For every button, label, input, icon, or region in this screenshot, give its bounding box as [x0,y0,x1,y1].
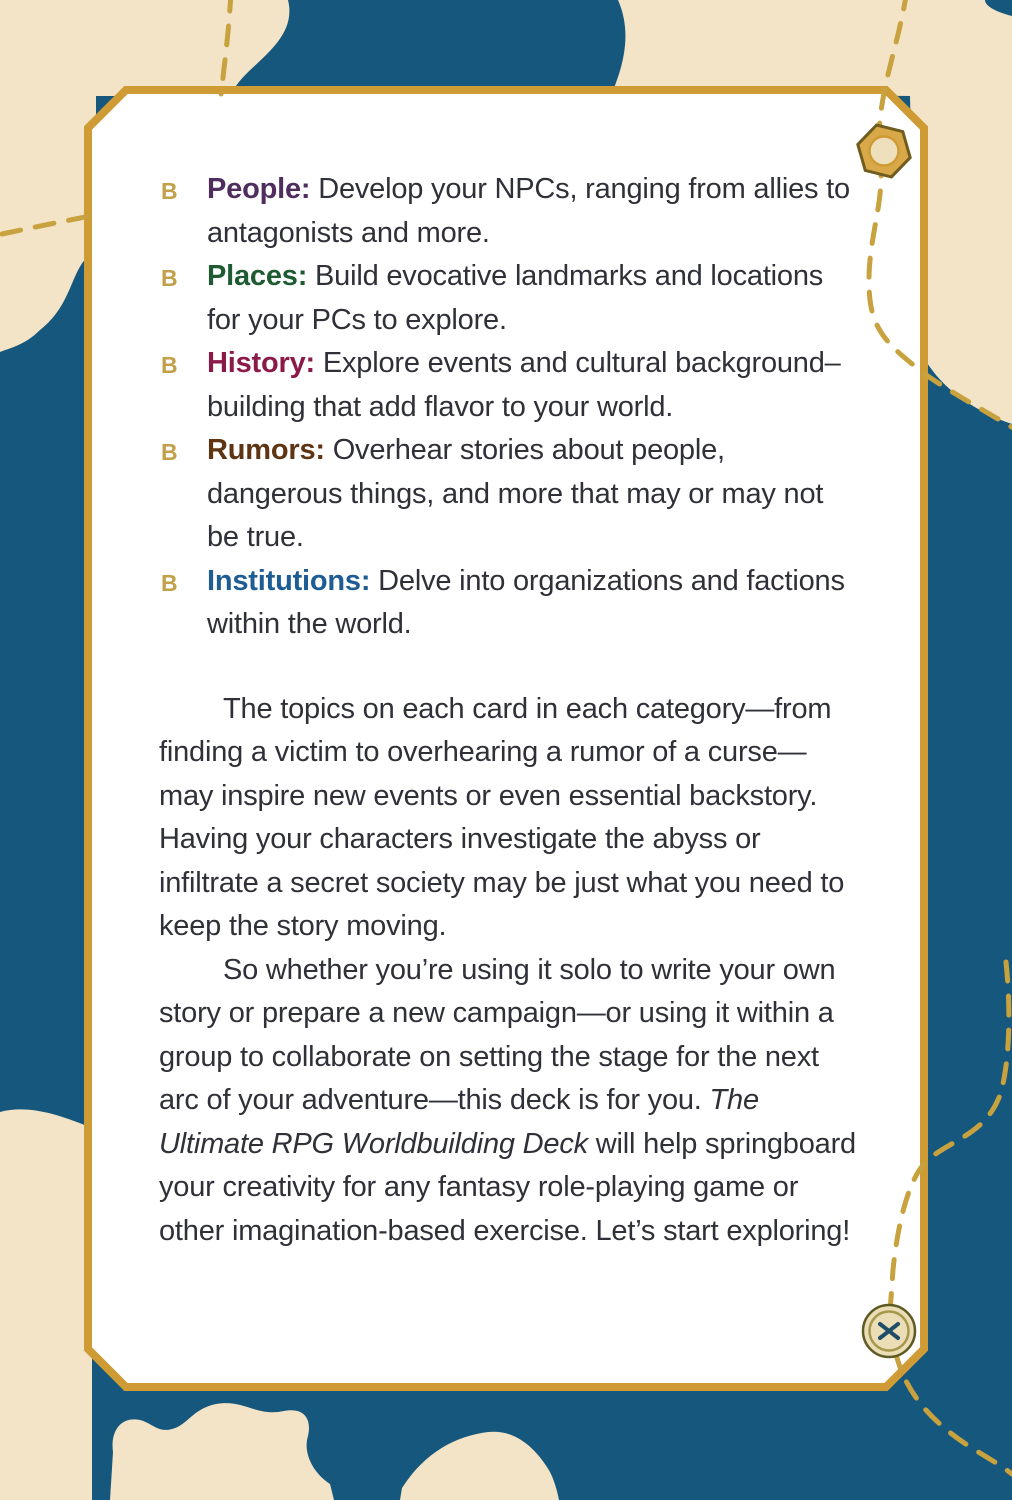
body-paragraph [159,688,859,949]
paragraph-text: The topics on each card in each category—from finding a victim to overhearing a rumor of a curse—may inspire new events or even essential backstory. Having your characters investigate the abyss or infiltrate a secret society may be just what you need to keep the story moving. [159,692,845,942]
paragraph-text: So whether you’re using it solo to write your own story or prepare a new campaign—or using it within a group to collaborate on setting the stage for the next arc of your adventure—this deck is for you. [159,953,836,1116]
category-term: Institutions: [207,564,371,597]
dice-bullet-icon: B [161,178,178,204]
dice-bullet-icon: B [161,439,178,465]
category-term: Rumors: [207,434,325,466]
dice-bullet-icon: B [161,265,178,291]
category-term: History: [207,347,315,379]
category-list-item [159,342,859,429]
category-list-item [159,429,859,560]
landmass-shape [0,1109,92,1500]
category-list-item [159,168,859,255]
category-description: Overhear stories about people, dangerous things, and more that may or may not be true. [207,434,824,553]
paragraph-text: will help springboard your creativity for any fantasy role-playing game or other imagination-based exercise. Let’s start exploring! [159,1127,856,1247]
category-description: Build evocative landmarks and locations for your PCs to explore. [207,260,824,336]
category-list-item [159,255,859,342]
stitched-button-icon [863,1305,915,1357]
category-description: Delve into organizations and factions within the world. [207,564,845,640]
card-text-column [159,168,859,1253]
dice-bullet-icon: B [161,352,178,378]
category-description: Explore events and cultural background–building that add flavor to your world. [207,347,841,423]
category-term: Places: [207,260,308,292]
dice-bullet-icon: B [161,569,178,596]
intro-paragraphs [159,688,859,1254]
category-term: People: [207,173,311,205]
deck-title-italic: The Ultimate RPG Worldbuilding Deck [159,1084,759,1160]
body-paragraph [159,949,859,1254]
category-list-item [159,560,859,647]
category-description: Develop your NPCs, ranging from allies to antagonists and more. [207,173,850,249]
category-list [159,168,859,647]
